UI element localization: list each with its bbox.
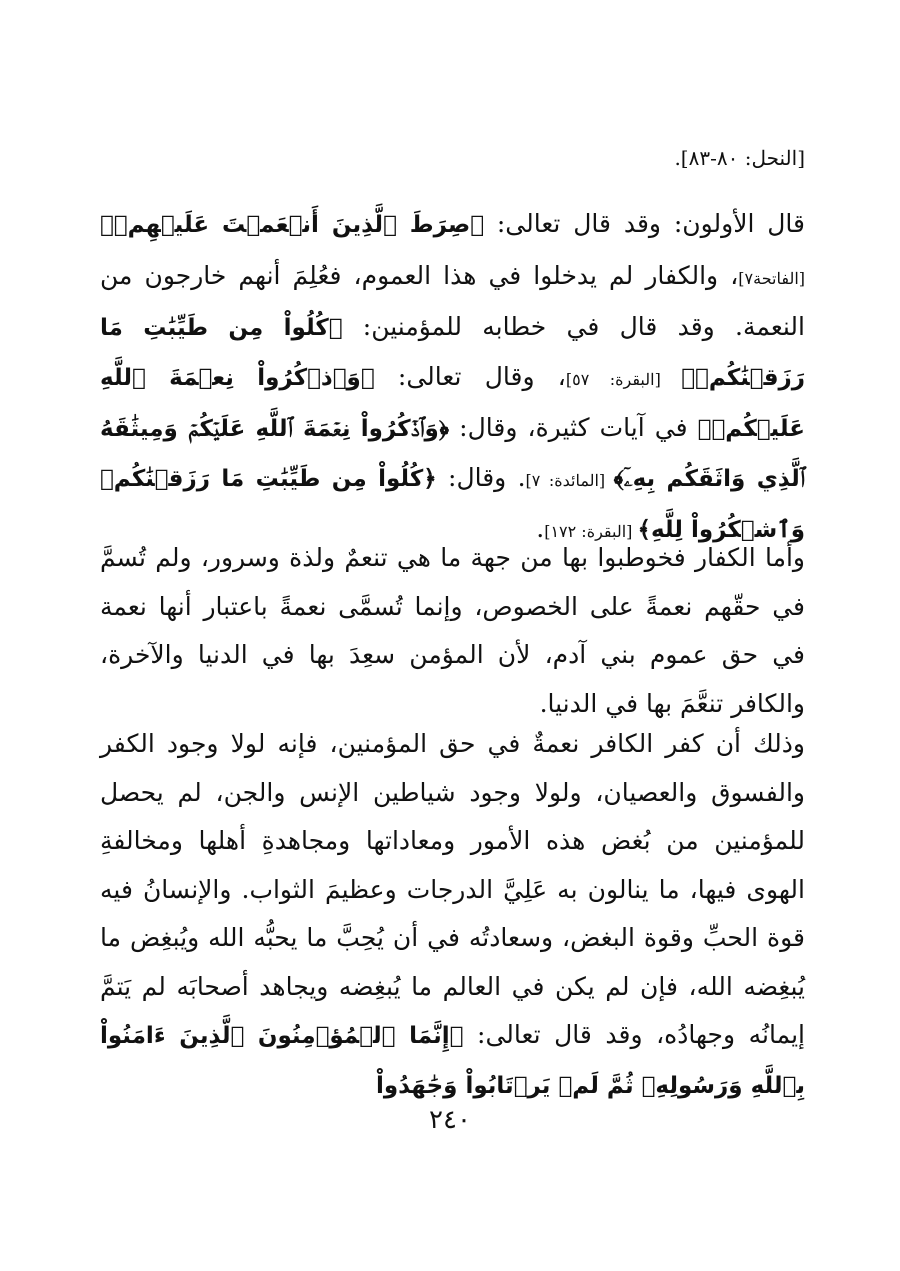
body-text: وذلك أن كفر الكافر نعمةٌ في حق المؤمنين، فإنه لولا وجود الكفر والفسوق والعصيان، ولولا وجود شياطين الإنس والجن، لم يحصل للمؤمنين من بُغض هذه الأمور ومعاداتها ومجاهدةِ أهلها ومخالفةِ الهوى فيها، ما ينالون به عَلِيَّ الدرجات وعظيمَ الثواب. والإنسانُ فيه قوة الحبِّ وقوة البغض، وسعادتُه في أن يُحِبَّ ما يحبُّه الله ويُبغِض ما يُبغِضه الله، فإن لم يكن في العالم ما يُبغِضه ويجاهد أصحابَه لم يَتمَّ إيمانُه وجهادُه، وقد قال تعالى: xyxy=(100,729,805,1049)
body-text: ، والكفار لم يدخلوا في هذا العموم، فعُلِمَ أنهم خارجون من النعمة. وقد قال في خطابه للمؤمنين: xyxy=(100,260,805,341)
quran-quote: ﴿صِرَطَ ٱلَّذِينَ أَنۡعَمۡتَ عَلَيۡهِمۡ﴾ xyxy=(100,212,485,238)
body-text: في آيات كثيرة، وقال: xyxy=(449,413,698,442)
page-number: ٢٤٠ xyxy=(429,1105,471,1135)
paragraph xyxy=(100,200,805,557)
quran-citation: [البقرة: ١٧٢] xyxy=(544,522,638,541)
quran-citation: [المائدة: ٧] xyxy=(525,470,614,490)
source-reference: [النحل: ٨٠-٨٣]. xyxy=(674,146,805,170)
quran-citation: [البقرة: ٥٧] xyxy=(565,369,682,389)
body-text: . xyxy=(536,514,545,543)
quran-quote: ﴿وَٱذۡكُرُواْ نِعۡمَةَ ٱللَّهِ عَلَيۡكُمۡ﴾ xyxy=(100,364,805,442)
book-page xyxy=(100,0,805,1271)
body-text: . وقال: xyxy=(436,462,526,492)
quran-quote: ﴿كُلُواْ مِن طَيِّبَٰتِ مَا رَزَقۡنَٰكُمۡ﴾ xyxy=(100,315,805,391)
paragraph: وأما الكفار فخوطبوا بها من جهة ما هي تنعمٌ ولذة وسرور، ولم تُسمَّ في حقّهم نعمةً على الخصوص، وإنما تُسمَّى نعمةً باعتبار أنها نعمة في حق عموم بني آدم، لأن المؤمن سعِدَ بها في الدنيا والآخرة، والكافر تنعَّمَ بها في الدنيا. xyxy=(100,543,806,718)
body-text: قال الأولون: وقد قال تعالى: xyxy=(484,209,805,238)
quran-citation: [الفاتحة٧] xyxy=(738,268,805,288)
quran-quote: ﴿كُلُواْ مِن طَيِّبَٰتِ مَا رَزَقۡنَٰكُمۡ وَٱشۡكُرُواْ لِلَّهِ﴾ xyxy=(100,465,805,543)
quran-quote: ﴿وَٱذۡكُرُواْ نِعۡمَةَ ٱللَّهِ عَلَيۡكُمۡ وَمِيثَٰقَهُ ٱلَّذِي وَاثَقَكُم بِهِۦٓ﴾ xyxy=(100,416,805,492)
body-text: ، وقال تعالى: xyxy=(374,361,566,391)
quran-quote: ﴿إِنَّمَا ٱلۡمُؤۡمِنُونَ ٱلَّذِينَ ءَامَنُواْ بِٱللَّهِ وَرَسُولِهِۦ ثُمَّ لَمۡ يَرۡتَابُواْ وَجَٰهَدُواْ xyxy=(100,1023,805,1099)
paragraph xyxy=(100,720,805,1110)
